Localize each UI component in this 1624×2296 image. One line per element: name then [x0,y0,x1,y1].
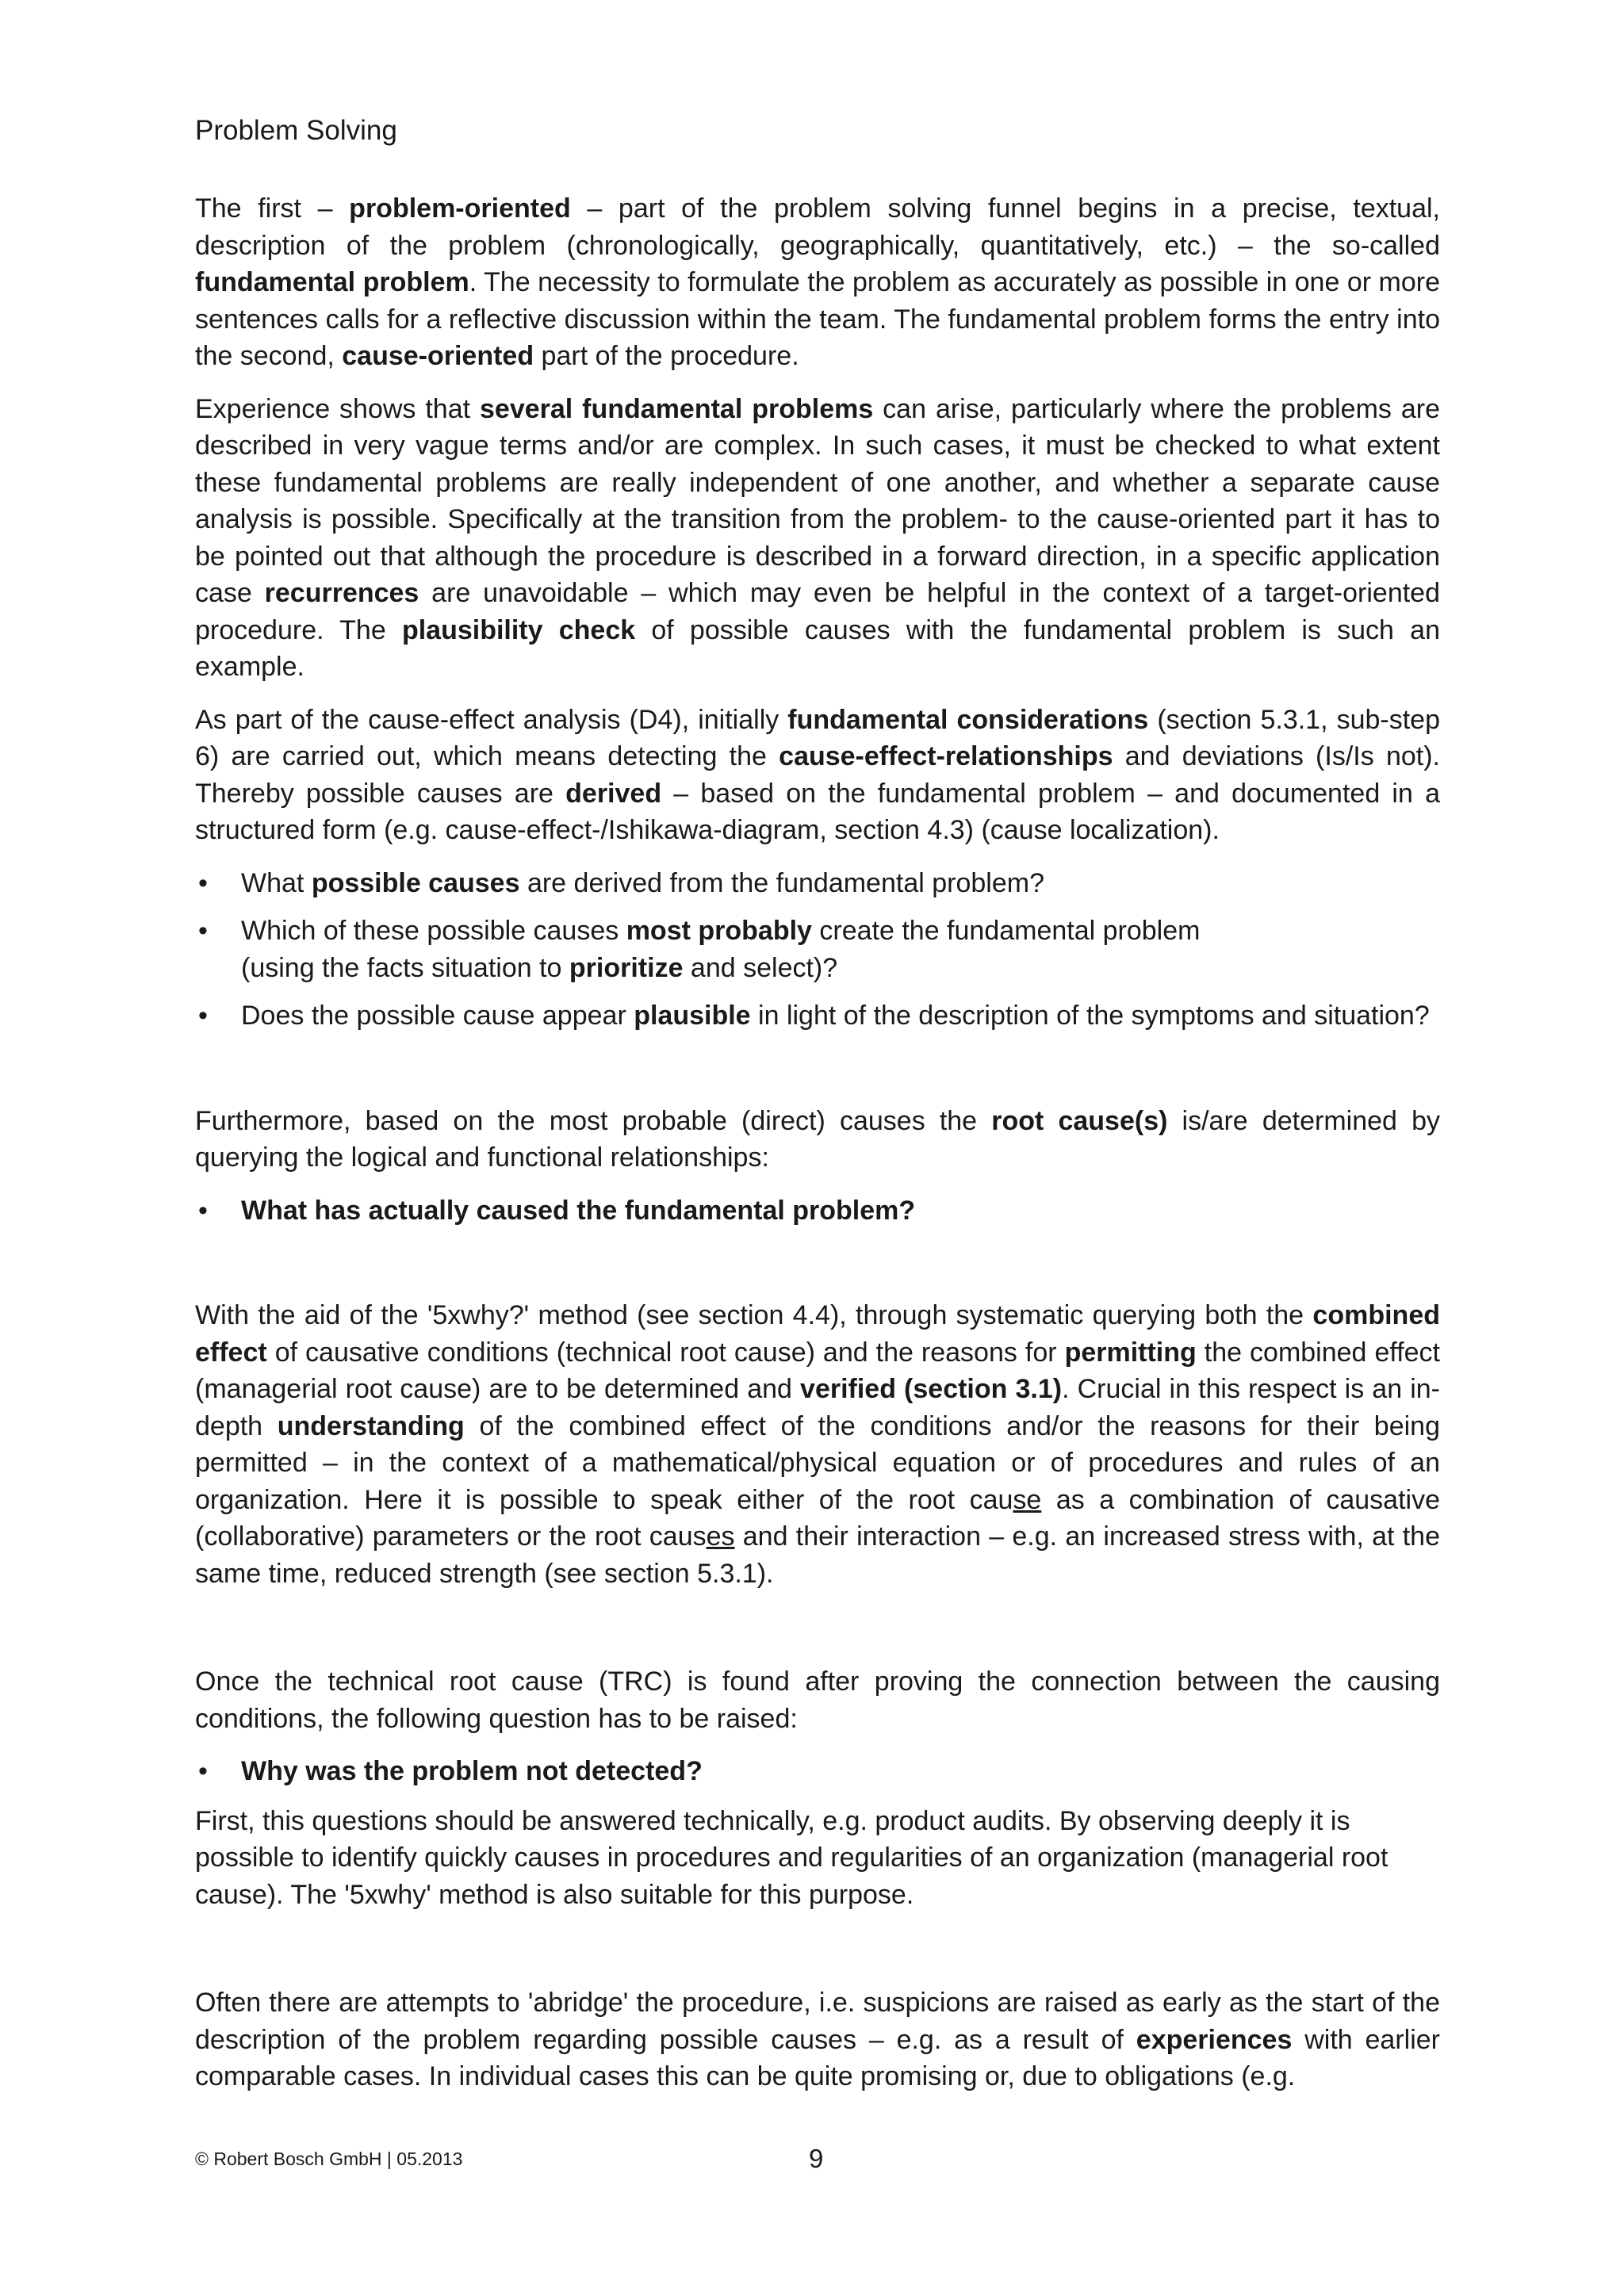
paragraph-cause-effect: As part of the cause-effect analysis (D4), initially fundamental considerations (section 5.3.1, sub-step 6) are carried out, which means detecting the cause-effect-relationships and deviations (Is/Is not). Thereby possible causes are derived – based on the fundamental problem – and documented in a structured form (e.g. cause-effect-/Ishikawa-diagram, section 4.3) (cause localization). [195,704,1441,845]
body-text [195,190,1440,2111]
spacer [195,1047,1440,1103]
paragraph-problem-oriented: The first – problem-oriented – part of the problem solving funnel begins in a precise, textual, description of the problem (chronologically, geographically, quantitatively, etc.) – the so-called fundamental problem. The necessity to formulate the problem as accurately as possible in one or more sentences calls for a reflective discussion within the team. The fundamental problem forms the entry into the second, cause-oriented part of the procedure. [195,193,1440,371]
list-item: • Does the possible cause appear plausible in light of the description of the symptoms and situation? [195,997,1440,1035]
paragraph-abridge: Often there are attempts to 'abridge' the procedure, i.e. suspicions are raised as early as the start of the description of the problem regarding possible causes – e.g. as a result of experiences with earlier comparable cases. In individual cases this can be quite promising or, due to obligations (e.g. [195,1988,1440,2091]
list-item: • What possible causes are derived from the fundamental problem? [195,865,1440,902]
spacer [195,1929,1440,1984]
spacer [195,1242,1440,1297]
paragraph-root-cause: Furthermore, based on the most probable (direct) causes the root cause(s) is/are determined by querying the logical and functional relationships: [195,1105,1440,1173]
paragraph-several-problems: Experience shows that several fundamental problems can arise, particularly where the problems are described in very vague terms and/or are complex. In such cases, it must be checked to what extent these fundamental problems are really independent of one another, and whether a separate cause analysis is possible. Specifically at the transition from the problem- to the cause-oriented part it has to be pointed out that although the procedure is described in a forward direction, in a specific application case recurrences are unavoidable – which may even be helpful in the context of a target-oriented procedure. The plausibility check of possible causes with the fundamental problem is such an example. [195,393,1440,682]
list-item: • Which of these possible causes most probably create the fundamental problem (using the facts situation to prioritize and select)? [195,913,1440,986]
paragraph-technical-answer: First, this questions should be answered technically, e.g. product audits. By observing deeply it is possible to identify quickly causes in procedures and regularities of an organization (managerial root cause). The '5xwhy' method is also suitable for this purpose. [195,1805,1388,1910]
page-number: 9 [809,2144,824,2173]
list-item: • Why was the problem not detected? [195,1753,1440,1790]
running-header: Problem Solving [195,115,397,146]
paragraph-5xwhy: With the aid of the '5xwhy?' method (see section 4.4), through systematic querying both the combined effect of causative conditions (technical root cause) and the reasons for permitting the combined effect (managerial root cause) are to be determined and verified (section 3.1). Crucial in this respect is an in-depth understanding of the combined effect of the conditions and/or the reasons for their being permitted – in the context of a mathematical/physical equation or of procedures and rules of an organization. Here it is possible to speak either of the root cause as a combination of causative (collaborative) parameters or the root causes and their interaction – e.g. an increased stress with, at the same time, reduced strength (see section 5.3.1). [195,1300,1441,1589]
paragraph-trc: Once the technical root cause (TRC) is found after proving the connection between the causing conditions, the following question has to be raised: [195,1667,1440,1734]
root-cause-question-list [195,1192,1440,1230]
list-item: • What has actually caused the fundamental problem? [195,1192,1440,1230]
spacer [195,1608,1440,1663]
footer-copyright: © Robert Bosch GmbH | 05.2013 [195,2149,463,2169]
possible-causes-list [195,865,1440,1035]
detection-question-list [195,1753,1440,1790]
